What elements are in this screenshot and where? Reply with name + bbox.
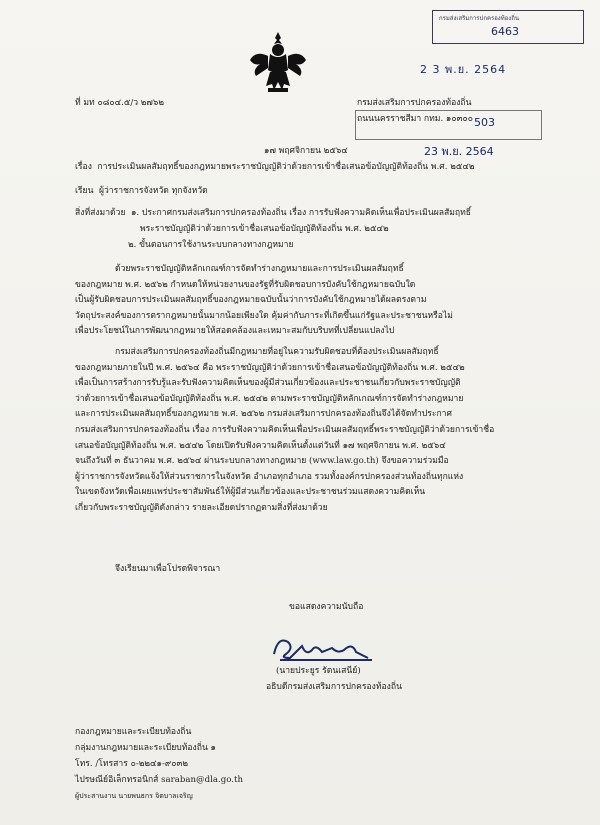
p1-line: วัตถุประสงค์ของการตรากฎหมายนั้นมากน้อยเพียงใด คุ้มค่ากับภาระที่เกิดขึ้นแก่รัฐและประชาชนหรือไม่ [75,310,453,321]
p2-line: เสนอข้อบัญญัติท้องถิ่น พ.ศ. ๒๕๔๒ โดยเปิดรับฟังความคิดเห็นตั้งแต่วันที่ ๑๗ พฤศจิกายน พ.ศ. ๒๕๖๔ [75,440,446,451]
recipient-text: ผู้ว่าราชการจังหวัด ทุกจังหวัด [98,186,208,196]
signer-title: อธิบดีกรมส่งเสริมการปกครองท้องถิ่น [266,682,402,692]
body-paragraph-1 [75,262,527,340]
p1-line: เพื่อประโยชน์ในการพัฒนากฎหมายให้สอดคล้องและเหมาะสมกับบริบทที่เปลี่ยนแปลงไป [75,326,395,337]
address-stamp-box [355,110,542,140]
p2-line: เกี่ยวกับพระราชบัญญัติดังกล่าว รายละเอียดปรากฏตามสิ่งที่ส่งมาด้วย [75,502,328,513]
footer-group: กลุ่มงานกฎหมายและระเบียบท้องถิ่น ๑ [75,743,217,753]
footer-email: ไปรษณีย์อิเล็กทรอนิกส์ saraban@dla.go.th [75,775,243,785]
subject-label: เรื่อง [75,162,92,172]
p2-line: กรมส่งเสริมการปกครองท้องถิ่น เรื่อง การรับฟังความคิดเห็นเพื่อประเมินผลสัมฤทธิ์พระราชบัญญัติว่าด้วยการเข้าชื่อ [75,424,495,435]
footer-dept: กองกฎหมายและระเบียบท้องถิ่น [75,727,192,737]
signer-name: (นายประยูร รัตนเสนีย์) [276,666,361,676]
registry-number: 503 [474,116,495,129]
attachment-1: ๑. ประกาศกรมส่งเสริมการปกครองท้องถิ่น เรื่อง การรับฟังความคิดเห็นเพื่อประเมินผลสัมฤทธิ์ [130,208,472,218]
p2-line: จนถึงวันที่ ๓ ธันวาคม พ.ศ. ๒๕๖๔ ผ่านระบบกลางทางกฎหมาย (www.law.go.th) จึงขอความร่วมมือ [75,456,449,467]
p2-line: ผู้ว่าราชการจังหวัดแจ้งให้ส่วนราชการในจังหวัด อำเภอทุกอำเภอ รวมทั้งองค์กรปกครองส่วนท้องถิ่นทุกแห่ง [75,471,464,482]
reference-number: ที่ มท ๐๘๐๔.๕/ว ๒๗๖๒ [75,98,165,108]
footer-coordinator: ผู้ประสานงาน นายพนธกร จิตบาลเจริญ [75,792,193,800]
second-stamp-date: 23 พ.ย. 2564 [424,145,494,158]
recipient-label: เรียน [75,186,94,196]
attachments-label: สิ่งที่ส่งมาด้วย [75,208,126,218]
attachment-2: ๒. ขั้นตอนการใช้งานระบบกลางทางกฎหมาย [128,240,294,250]
receive-stamp [432,10,584,44]
p1-line: ด้วยพระราชบัญญัติหลักเกณฑ์การจัดทำร่างกฎหมายและการประเมินผลสัมฤทธิ์ [115,264,404,274]
receive-stamp-org: กรมส่งเสริมการปกครองท้องถิ่น [439,15,519,22]
p2-line: กรมส่งเสริมการปกครองท้องถิ่นมีกฎหมายที่อยู่ในความรับผิดชอบที่ต้องประเมินผลสัมฤทธิ์ [115,347,439,357]
receive-stamp-number: 6463 [491,25,519,38]
p1-line: ของกฎหมาย พ.ศ. ๒๕๖๒ กำหนดให้หน่วยงานของรัฐที่รับผิดชอบการบังคับใช้กฎหมายฉบับใด [75,279,416,290]
closing-request: จึงเรียนมาเพื่อโปรดพิจารณา [115,564,221,574]
receive-stamp-date: 2 3 พ.ย. 2564 [420,63,507,76]
subject-line [75,160,475,175]
attachments-line [75,206,471,221]
footer-phone: โทร. /โทรสาร ๐-๒๒๔๑-๙๐๓๒ [75,759,188,769]
garuda-emblem-icon [248,30,308,96]
recipient-line [75,184,208,199]
p1-line: เป็นผู้รับผิดชอบการประเมินผลสัมฤทธิ์ของกฎหมายฉบับนั้นว่าการบังคับใช้กฎหมายได้ผลตรงตาม [75,295,427,306]
p2-line: ในเขตจังหวัดเพื่อเผยแพร่ประชาสัมพันธ์ให้ผู้มีส่วนเกี่ยวข้องและประชาชนร่วมแสดงความคิดเห็น [75,487,426,498]
handwritten-signature [268,628,378,664]
body-paragraph-2 [75,345,527,517]
p2-line: ของกฎหมายภายในปี พ.ศ. ๒๕๖๔ คือ พระราชบัญญัติว่าด้วยการเข้าชื่อเสนอข้อบัญญัติท้องถิ่น พ.ศ. ๒๕๔๒ [75,362,465,373]
p2-line: ว่าด้วยการเข้าชื่อเสนอข้อบัญญัติท้องถิ่น พ.ศ. ๒๕๔๒ ตามพระราชบัญญัติหลักเกณฑ์การจัดทำร่างกฎหมาย [75,393,464,404]
p2-line: และการประเมินผลสัมฤทธิ์ของกฎหมาย พ.ศ. ๒๕๖๒ กรมส่งเสริมการปกครองท้องถิ่นจึงได้จัดทำประกาศ [75,409,452,420]
attachment-1-cont: พระราชบัญญัติว่าด้วยการเข้าชื่อเสนอข้อบัญญัติท้องถิ่น พ.ศ. ๒๕๔๒ [140,224,389,234]
regards: ขอแสดงความนับถือ [289,602,364,612]
sender-org: กรมส่งเสริมการปกครองท้องถิ่น [357,98,472,108]
p2-line: เพื่อเป็นการสร้างการรับรู้และรับฟังความคิดเห็นของผู้มีส่วนเกี่ยวข้องและประชาชนเกี่ยวกับพระราชบัญญัติ [75,378,461,389]
sender-address: ถนนนครราชสีมา กทม. ๑๐๓๐๐ [357,114,473,124]
document-date: ๑๗ พฤศจิกายน ๒๕๖๔ [264,146,348,156]
subject-text: การประเมินผลสัมฤทธิ์ของกฎหมายพระราชบัญญัติว่าด้วยการเข้าชื่อเสนอข้อบัญญัติท้องถิ่น พ.ศ. ๒๕๔๒ [97,162,475,172]
